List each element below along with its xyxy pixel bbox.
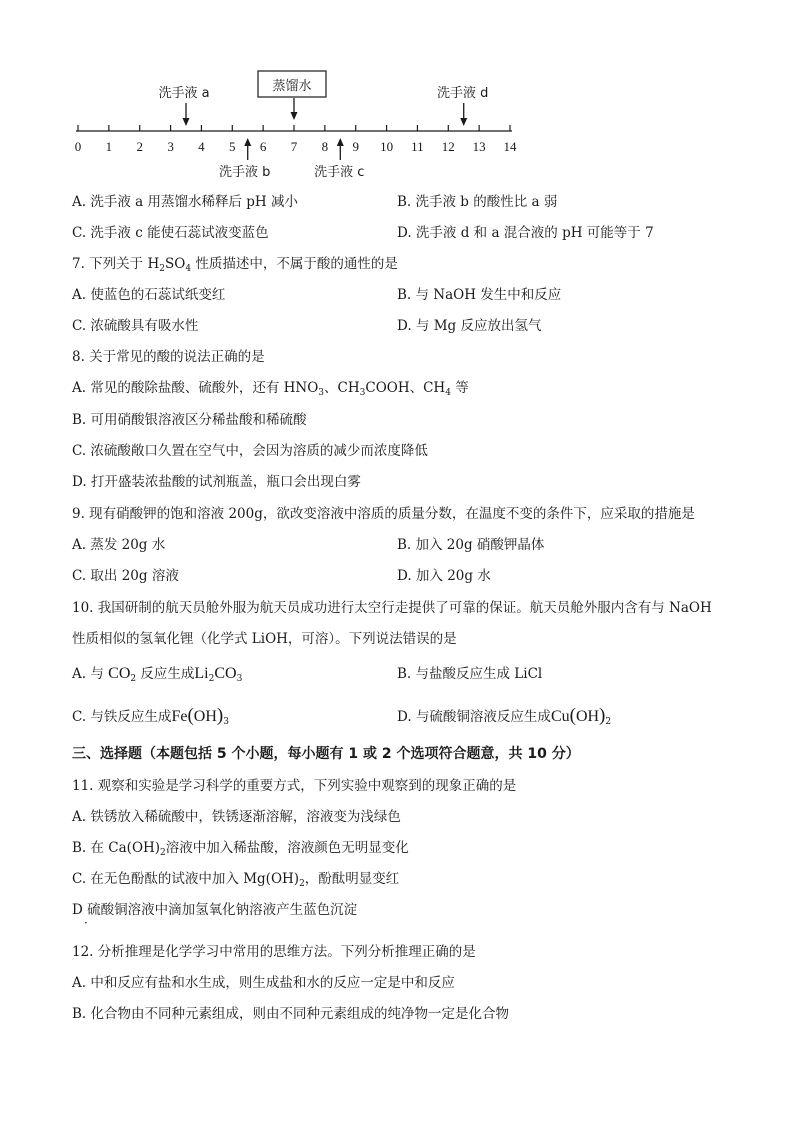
ph-tick-label: 0 bbox=[74, 139, 82, 154]
q12-option-b: B. 化合物由不同种元素组成，则由不同种元素组成的纯净物一定是化合物 bbox=[72, 1006, 510, 1022]
ph-tick-label: 2 bbox=[136, 139, 143, 154]
q9-stem: 9. 现有硝酸钾的饱和溶液 200g，欲改变溶液中溶质的质量分数，在温度不变的条件下，应采取的措施是 bbox=[72, 506, 695, 522]
q12-stem: 12. 分析推理是化学学习中常用的思维方法。下列分析推理正确的是 bbox=[72, 944, 476, 960]
ph-tick-label: 14 bbox=[503, 139, 517, 154]
q6-option-c: C. 洗手液 c 能使石蕊试液变蓝色 bbox=[72, 225, 269, 241]
q9-option-a: A. 蒸发 20g 水 bbox=[72, 537, 166, 553]
q6-option-a: A. 洗手液 a 用蒸馏水稀释后 pH 减小 bbox=[72, 194, 298, 210]
hand-sanitizer-c-arrowhead bbox=[337, 138, 344, 146]
distilled-water-label: 蒸馏水 bbox=[272, 79, 312, 94]
ph-tick-label: 4 bbox=[198, 139, 205, 154]
section-3-heading: 三、选择题（本题包括 5 个小题，每小题有 1 或 2 个选项符合题意，共 10 分） bbox=[72, 746, 580, 762]
hand-sanitizer-d-label: 洗手液 d bbox=[437, 86, 489, 101]
q6-option-b: B. 洗手液 b 的酸性比 a 弱 bbox=[397, 194, 558, 210]
q11-option-b: B. 在 $Ca(OH)_2$溶液中加入稀盐酸，溶液颜色无明显变化 bbox=[72, 840, 409, 858]
q7-option-d: D. 与 Mg 反应放出氢气 bbox=[397, 318, 542, 334]
ph-tick-label: 6 bbox=[259, 139, 267, 154]
q11-option-c: C. 在无色酚酞的试液中加入 $Mg(OH)_2$，酚酞明显变红 bbox=[72, 871, 400, 889]
q9-option-c: C. 取出 20g 溶液 bbox=[72, 568, 179, 584]
q12-option-a: A. 中和反应有盐和水生成，则生成盐和水的反应一定是中和反应 bbox=[72, 975, 455, 991]
ph-tick-label: 9 bbox=[352, 139, 359, 154]
q8-option-c: C. 浓硫酸敞口久置在空气中，会因为溶质的减少而浓度降低 bbox=[72, 443, 428, 459]
hand-sanitizer-b-arrowhead bbox=[244, 138, 251, 146]
ph-tick-label: 8 bbox=[321, 139, 329, 154]
q11-stem: 11. 观察和实验是学习科学的重要方式，下列实验中观察到的现象正确的是 bbox=[72, 778, 517, 794]
q10-option-a: A. 与 $CO_2$ 反应生成$Li_2CO_3$ bbox=[72, 665, 243, 684]
distilled-water-arrowhead bbox=[291, 112, 298, 120]
hand-sanitizer-a-label: 洗手液 a bbox=[158, 86, 210, 101]
hand-sanitizer-d-arrowhead bbox=[460, 118, 467, 126]
q7-option-a: A. 使蓝色的石蕊试纸变红 bbox=[72, 287, 226, 303]
q8-option-b: B. 可用硝酸银溶液区分稀盐酸和稀硫酸 bbox=[72, 412, 307, 428]
stray-dot-mark: · bbox=[84, 916, 88, 930]
q7-option-c: C. 浓硫酸具有吸水性 bbox=[72, 318, 199, 334]
q7-stem: 7. 下列关于 $H_2SO_4$ 性质描述中，不属于酸的通性的是 bbox=[72, 256, 398, 274]
q11-option-d: D 硫酸铜溶液中滴加氢氧化钠溶液产生蓝色沉淀 bbox=[72, 902, 358, 918]
q11-option-a: A. 铁锈放入稀硫酸中，铁锈逐渐溶解，溶液变为浅绿色 bbox=[72, 809, 401, 825]
hand-sanitizer-a-arrowhead bbox=[183, 118, 190, 126]
hand-sanitizer-b-label: 洗手液 b bbox=[219, 165, 271, 180]
ph-tick-label: 10 bbox=[380, 139, 394, 154]
ph-tick-label: 7 bbox=[290, 139, 298, 154]
q8-stem: 8. 关于常见的酸的说法正确的是 bbox=[72, 349, 265, 365]
q10-stem-line-1: 10. 我国研制的航天员舱外服为航天员成功进行太空行走提供了可靠的保证。航天员舱外服内含有与 NaOH bbox=[72, 600, 712, 616]
q8-option-a: A. 常见的酸除盐酸、硫酸外，还有 $HNO_3$、$CH_3COOH$、$CH_4$ 等 bbox=[72, 380, 469, 398]
ph-tick-label: 13 bbox=[472, 139, 486, 154]
ph-tick-label: 3 bbox=[167, 139, 174, 154]
ph-scale-figure bbox=[0, 0, 794, 190]
ph-tick-label: 11 bbox=[411, 139, 424, 154]
q9-option-b: B. 加入 20g 硝酸钾晶体 bbox=[397, 537, 545, 553]
q10-option-c: C. 与铁反应生成$Fe(OH)_3$ bbox=[72, 705, 229, 727]
q6-option-d: D. 洗手液 d 和 a 混合液的 pH 可能等于 7 bbox=[397, 225, 654, 241]
hand-sanitizer-c-label: 洗手液 c bbox=[314, 165, 365, 180]
q10-stem-line-2: 性质相似的氢氧化锂（化学式 LiOH，可溶）。下列说法错误的是 bbox=[72, 631, 457, 647]
q10-option-b: B. 与盐酸反应生成 LiCl bbox=[397, 666, 543, 682]
ph-tick-label: 1 bbox=[105, 139, 113, 154]
q9-option-d: D. 加入 20g 水 bbox=[397, 568, 491, 584]
ph-tick-label: 12 bbox=[441, 139, 455, 154]
q10-option-d: D. 与硫酸铜溶液反应生成$Cu(OH)_2$ bbox=[397, 705, 612, 727]
ph-tick-label: 5 bbox=[229, 139, 236, 154]
q8-option-d: D. 打开盛装浓盐酸的试剂瓶盖，瓶口会出现白雾 bbox=[72, 474, 361, 490]
q7-option-b: B. 与 NaOH 发生中和反应 bbox=[397, 287, 562, 303]
